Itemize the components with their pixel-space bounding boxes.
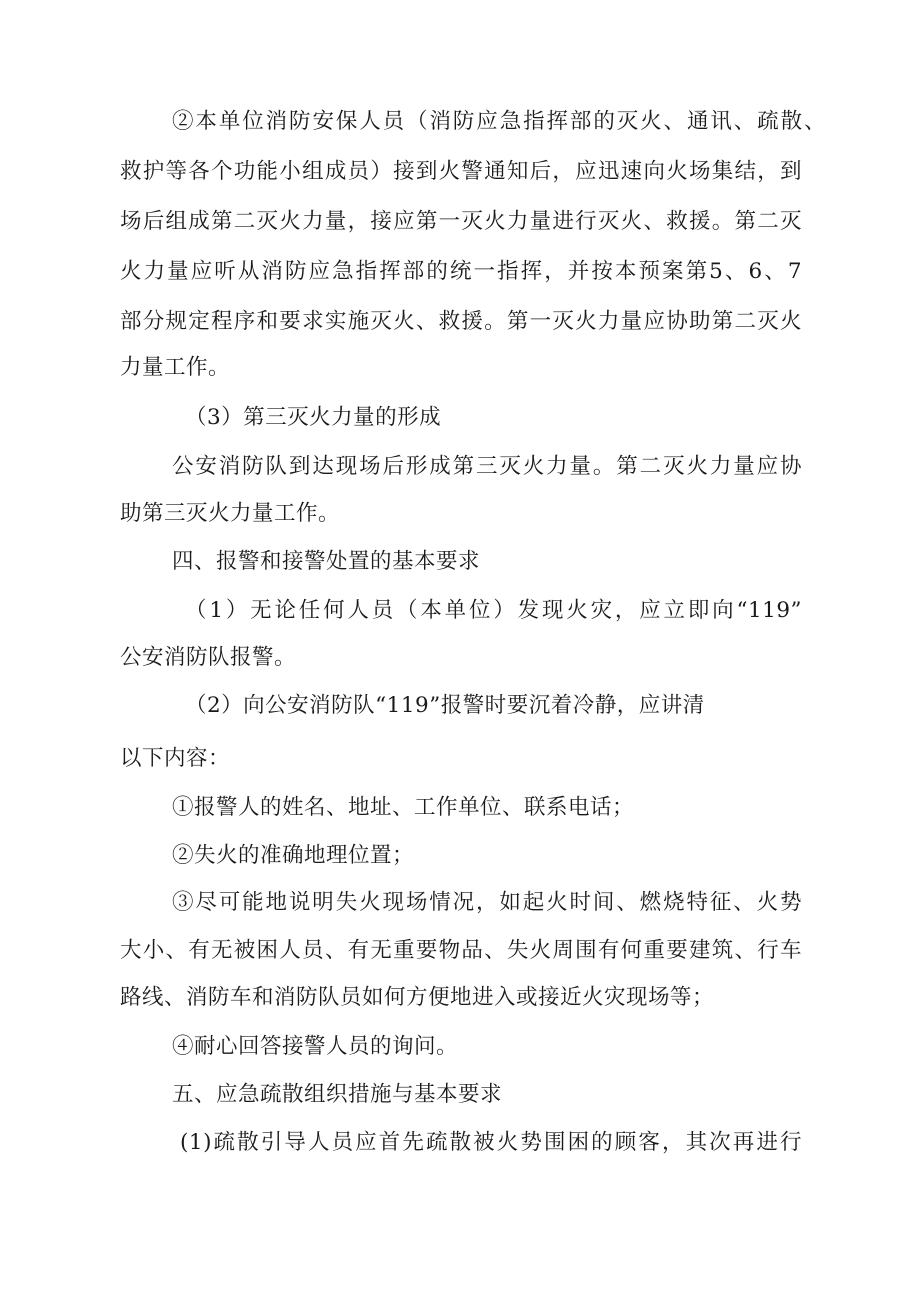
list-item-1: ①报警人的姓名、地址、工作单位、联系电话； [172, 795, 635, 820]
paragraph-line-13: (1)疏散引导人员应首先疏散被火势围困的顾客，其次再进行 [180, 1130, 802, 1155]
paragraph-line-9: （1）无论任何人员（本单位）发现火灾，应立即向“119” [185, 598, 802, 623]
paragraph-line-10: 公安消防队报警。 [120, 645, 297, 670]
paragraph-line-3: 场后组成第二灭火力量，接应第一灭火力量进行灭火、救援。第二灭 [120, 209, 802, 234]
paragraph-line-8: 助第三灭火力量工作。 [120, 501, 341, 526]
list-item-3-line-2: 大小、有无被困人员、有无重要物品、失火周围有何重要建筑、行车 [120, 938, 802, 963]
paragraph-line-2: 救护等各个功能小组成员）接到火警通知后，应迅速向火场集结，到 [120, 159, 802, 184]
list-item-3-line-3: 路线、消防车和消防队员如何方便地进入或接近火灾现场等； [120, 985, 715, 1010]
section-heading-5: 五、应急疏散组织措施与基本要求 [172, 1082, 503, 1107]
paragraph-line-12: 以下内容： [120, 746, 231, 771]
paragraph-line-6: 力量工作。 [120, 355, 231, 380]
list-item-3-line-1: ③尽可能地说明失火现场情况，如起火时间、燃烧特征、火势 [172, 890, 802, 915]
list-item-4: ④耐心回答接警人员的询问。 [172, 1034, 459, 1059]
paragraph-line-1: ②本单位消防安保人员（消防应急指挥部的灭火、通讯、疏散、 [172, 109, 826, 134]
list-item-2: ②失火的准确地理位置； [172, 843, 415, 868]
paragraph-line-5: 部分规定程序和要求实施灭火、救援。第一灭火力量应协助第二灭火 [120, 309, 802, 334]
paragraph-line-4: 火力量应听从消防应急指挥部的统一指挥，并按本预案第5、6、7 [120, 259, 802, 284]
paragraph-line-7: 公安消防队到达现场后形成第三灭火力量。第二灭火力量应协 [172, 454, 802, 479]
subheading-line: （3）第三灭火力量的形成 [185, 405, 442, 430]
section-heading-4: 四、报警和接警处置的基本要求 [172, 549, 481, 574]
paragraph-line-11: （2）向公安消防队“119”报警时要沉着冷静，应讲清 [185, 693, 705, 718]
